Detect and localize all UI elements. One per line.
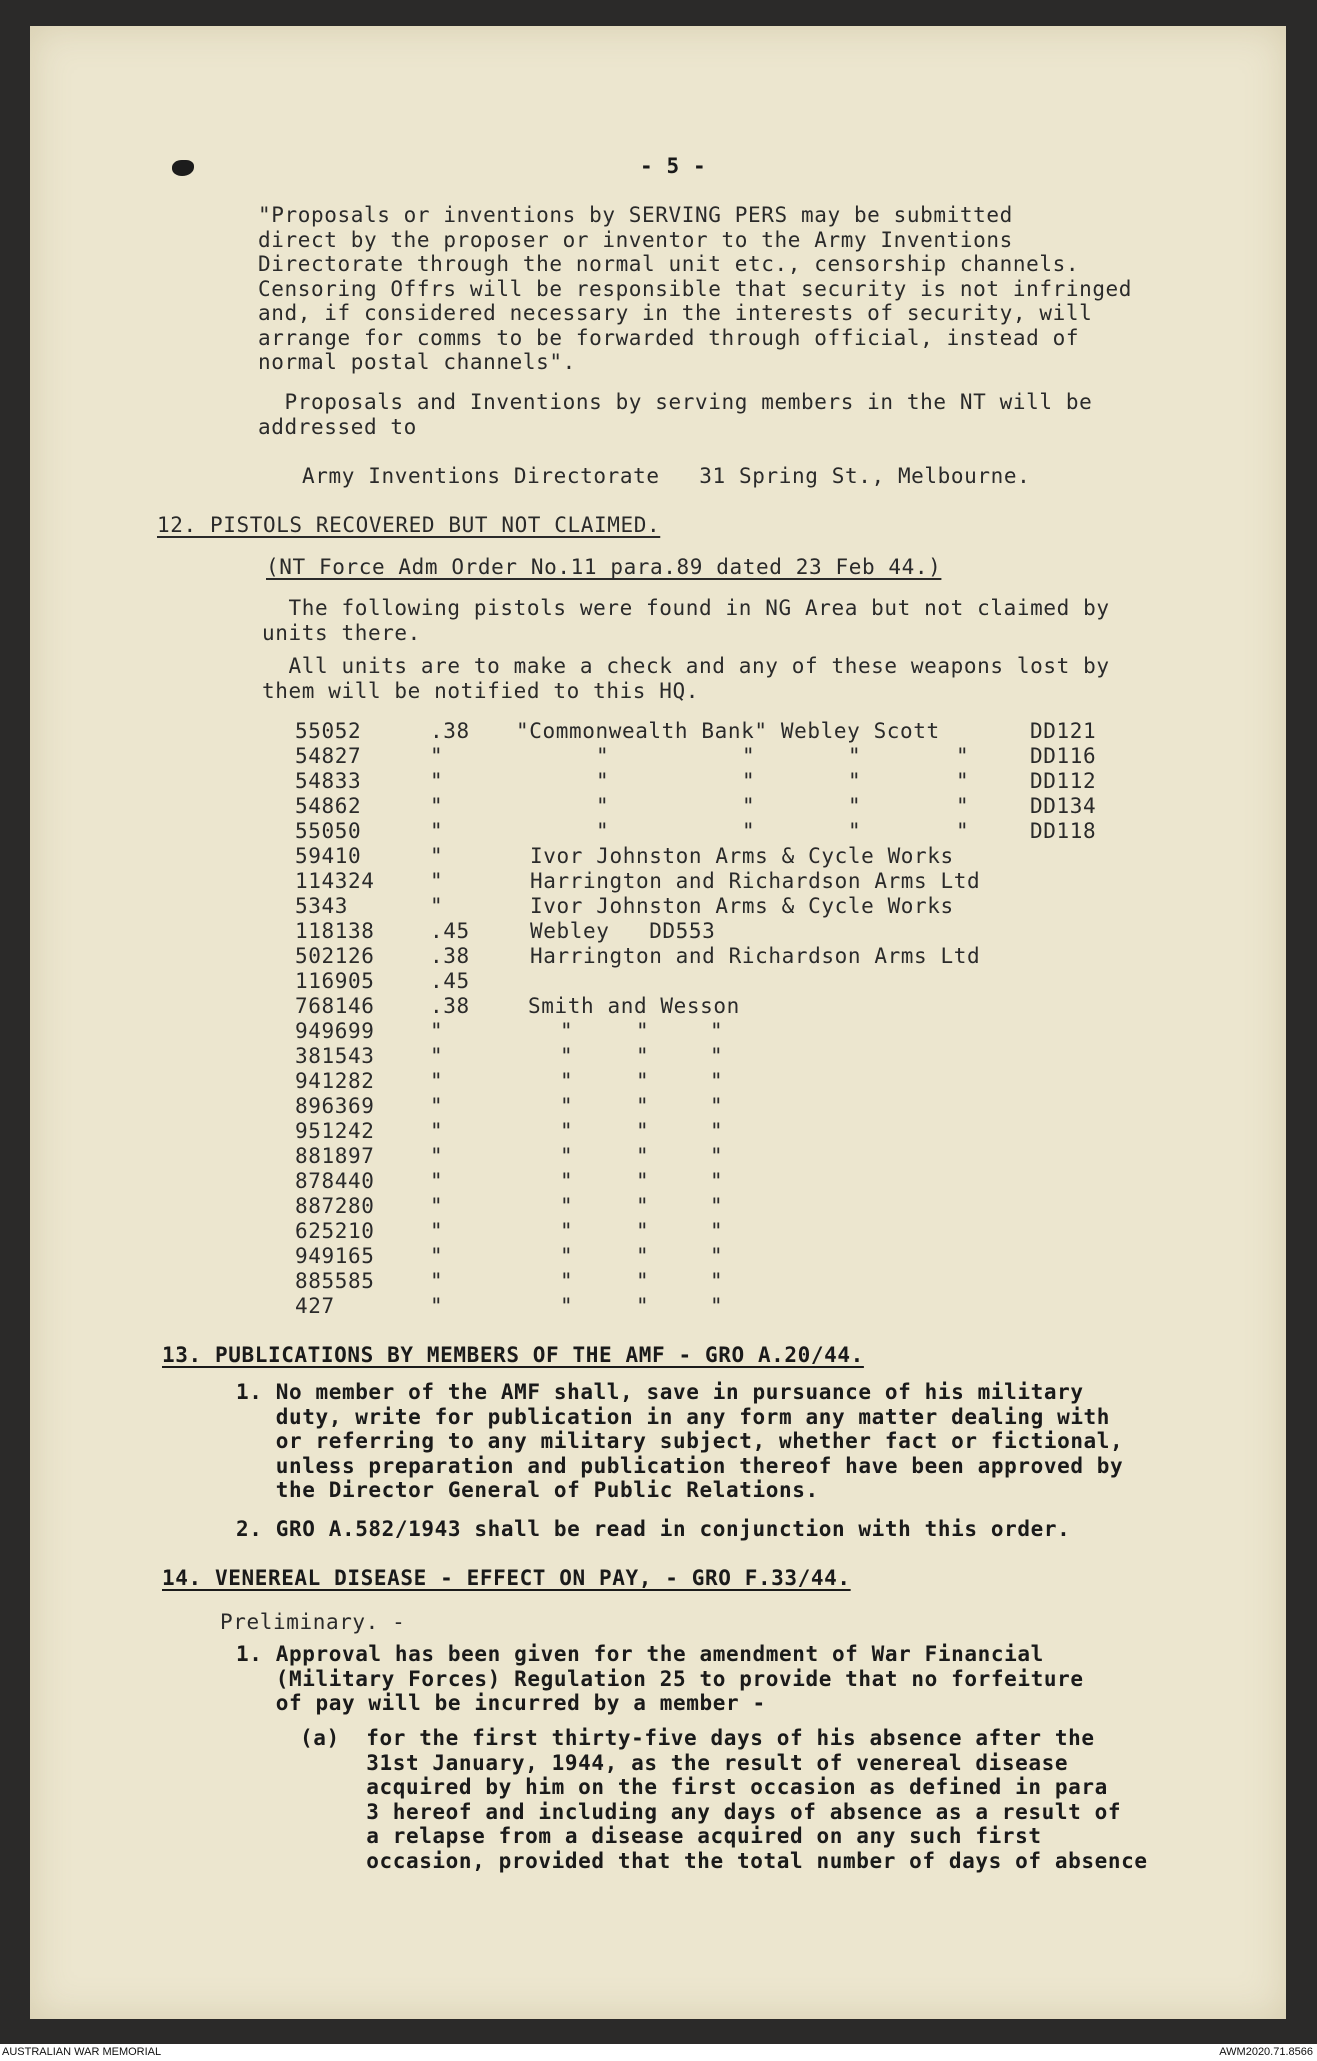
pistol-number: 951242 [295, 1119, 375, 1143]
text-line: unless preparation and publication thereof have been approved by [236, 1453, 1124, 1478]
pistol-maker-ditto: " [710, 1269, 724, 1293]
pistol-calibre: " [430, 1119, 444, 1143]
pistol-calibre: " [430, 1219, 444, 1243]
pistol-number: 381543 [295, 1044, 375, 1068]
pistol-maker-ditto: " [848, 819, 862, 843]
text-line: direct by the proposer or inventor to the Army Inventions [258, 227, 1013, 252]
pistol-maker-ditto: " [596, 794, 610, 818]
pistol-number: 941282 [295, 1069, 375, 1093]
pistol-maker-ditto: " [560, 1244, 574, 1268]
pistol-maker-ditto: " [710, 1069, 724, 1093]
section-13-item-2: 2. GRO A.582/1943 shall be read in conjunction with this order. [236, 1517, 1071, 1541]
pistol-calibre: .45 [430, 969, 470, 993]
pistol-maker-ditto: " [560, 1294, 574, 1318]
text-line: the Director General of Public Relations. [236, 1478, 819, 1502]
text-line: (a) for the first thirty-five days of his absence after the [300, 1726, 1095, 1750]
pistol-code: DD134 [1030, 794, 1097, 818]
pistol-maker: Ivor Johnston Arms & Cycle Works [530, 894, 954, 918]
text-line: "Proposals or inventions by SERVING PERS may be submitted [258, 203, 1013, 227]
pistol-maker: "Commonwealth Bank" Webley Scott [516, 719, 940, 743]
pistol-maker-ditto: " [560, 1219, 574, 1243]
pistol-number: 502126 [295, 944, 375, 968]
pistol-number: 55052 [295, 719, 362, 743]
pistol-calibre: " [430, 1194, 444, 1218]
pistol-number: 5343 [295, 894, 348, 918]
pistol-number: 887280 [295, 1194, 375, 1218]
pistol-number: 949165 [295, 1244, 375, 1268]
pistol-maker-ditto: " [560, 1069, 574, 1093]
pistol-maker-ditto: " [710, 1294, 724, 1318]
pistol-calibre: " [430, 1019, 444, 1043]
pistol-maker-ditto: " [956, 794, 970, 818]
text-line: duty, write for publication in any form any matter dealing with [236, 1404, 1111, 1429]
pistol-maker-ditto: " [636, 1269, 650, 1293]
pistol-code: DD112 [1030, 769, 1097, 793]
section-14-heading: 14. VENEREAL DISEASE - EFFECT ON PAY, - GRO F.33/44. [162, 1566, 851, 1590]
pistol-number: 885585 [295, 1269, 375, 1293]
pistol-maker-ditto: " [848, 794, 862, 818]
pistol-maker-ditto: " [636, 1019, 650, 1043]
pistol-maker-ditto: " [710, 1169, 724, 1193]
pistol-number: 949699 [295, 1019, 375, 1043]
pistol-maker-ditto: " [710, 1019, 724, 1043]
text-line: occasion, provided that the total number of days of absence [300, 1848, 1148, 1873]
pistol-calibre: " [430, 1169, 444, 1193]
page-number: - 5 - [640, 154, 707, 178]
text-line: them will be notified to this HQ. [262, 678, 700, 703]
pistol-code: DD118 [1030, 819, 1097, 843]
section-13-heading: 13. PUBLICATIONS BY MEMBERS OF THE AMF - GRO A.20/44. [162, 1343, 864, 1367]
pistol-maker-ditto: " [560, 1269, 574, 1293]
section-12-ref: (NT Force Adm Order No.11 para.89 dated 23 Feb 44.) [266, 555, 942, 579]
pistol-maker: Smith and Wesson [528, 994, 740, 1018]
pistol-calibre: " [430, 844, 444, 868]
pistol-maker-ditto: " [742, 744, 756, 768]
pistol-number: 896369 [295, 1094, 375, 1118]
text-line: Proposals and Inventions by serving members in the NT will be [258, 390, 1093, 414]
pistol-maker-ditto: " [636, 1194, 650, 1218]
pistol-maker-ditto: " [560, 1094, 574, 1118]
pistol-calibre: " [430, 819, 444, 843]
pistol-maker-ditto: " [560, 1044, 574, 1068]
pistol-maker-ditto: " [560, 1169, 574, 1193]
pistol-calibre: " [430, 1044, 444, 1068]
text-line: 31st January, 1944, as the result of venereal disease [300, 1750, 1069, 1775]
pistol-maker-ditto: " [596, 819, 610, 843]
pistol-maker-ditto: " [596, 769, 610, 793]
pistol-code: DD116 [1030, 744, 1097, 768]
pistol-calibre: " [430, 1069, 444, 1093]
pistol-maker-ditto: " [710, 1219, 724, 1243]
pistol-calibre: " [430, 1269, 444, 1293]
pistol-maker-ditto: " [560, 1194, 574, 1218]
pistol-number: 116905 [295, 969, 375, 993]
pistol-maker-ditto: " [710, 1194, 724, 1218]
pistol-maker-ditto: " [710, 1144, 724, 1168]
pistol-maker-ditto: " [636, 1294, 650, 1318]
text-line: addressed to [258, 414, 417, 439]
pistol-maker-ditto: " [710, 1119, 724, 1143]
pistol-number: 878440 [295, 1169, 375, 1193]
pistol-maker-ditto: " [848, 744, 862, 768]
text-line: and, if considered necessary in the interests of security, will [258, 301, 1093, 325]
pistol-number: 118138 [295, 919, 375, 943]
text-line: units there. [262, 620, 421, 645]
pistol-maker-ditto: " [710, 1044, 724, 1068]
pistol-number: 768146 [295, 994, 375, 1018]
pistol-number: 625210 [295, 1219, 375, 1243]
pistol-number: 59410 [295, 844, 362, 868]
pistol-number: 54833 [295, 769, 362, 793]
text-line: a relapse from a disease acquired on any such first [300, 1824, 1042, 1848]
text-line: (Military Forces) Regulation 25 to provide that no forfeiture [236, 1666, 1084, 1691]
text-line: 1. No member of the AMF shall, save in pursuance of his military [236, 1380, 1084, 1404]
pistol-maker-ditto: " [636, 1069, 650, 1093]
pistol-number: 54862 [295, 794, 362, 818]
text-line: The following pistols were found in NG Area but not claimed by [262, 596, 1110, 620]
pistol-maker: Ivor Johnston Arms & Cycle Works [530, 844, 954, 868]
text-line: All units are to make a check and any of these weapons lost by [262, 654, 1110, 678]
text-line: of pay will be incurred by a member - [236, 1691, 766, 1715]
text-line: acquired by him on the first occasion as defined in para [300, 1775, 1108, 1799]
pistol-maker-ditto: " [560, 1119, 574, 1143]
pistol-code: DD121 [1030, 719, 1097, 743]
pistol-maker: Harrington and Richardson Arms Ltd [530, 869, 981, 893]
pistol-maker-ditto: " [596, 744, 610, 768]
pistol-maker-ditto: " [636, 1144, 650, 1168]
pistol-number: 881897 [295, 1144, 375, 1168]
pistol-maker-ditto: " [636, 1244, 650, 1268]
pistol-maker: Webley DD553 [530, 919, 716, 943]
text-line: normal postal channels". [258, 350, 576, 374]
section-14-preliminary: Preliminary. - [220, 1610, 406, 1634]
pistol-calibre: .38 [430, 719, 470, 743]
pistol-maker-ditto: " [742, 819, 756, 843]
pistol-maker-ditto: " [560, 1019, 574, 1043]
pistol-maker-ditto: " [560, 1144, 574, 1168]
text-line: 3 hereof and including any days of absence as a result of [300, 1799, 1122, 1824]
pistol-calibre: " [430, 794, 444, 818]
text-line: arrange for comms to be forwarded through official, instead of [258, 325, 1080, 350]
pistol-number: 427 [295, 1294, 335, 1318]
pistol-maker-ditto: " [956, 769, 970, 793]
footer-bar [0, 2044, 1317, 2061]
pistol-number: 55050 [295, 819, 362, 843]
pistol-calibre: .38 [430, 944, 470, 968]
pistol-calibre: " [430, 1094, 444, 1118]
pistol-maker-ditto: " [956, 744, 970, 768]
pistol-calibre: .38 [430, 994, 470, 1018]
pistol-calibre: " [430, 1144, 444, 1168]
pistol-maker-ditto: " [956, 819, 970, 843]
pistol-maker-ditto: " [742, 794, 756, 818]
pistol-maker-ditto: " [742, 769, 756, 793]
pistol-maker-ditto: " [636, 1094, 650, 1118]
pistol-maker-ditto: " [710, 1094, 724, 1118]
footer-left: AUSTRALIAN WAR MEMORIAL [2, 2046, 162, 2058]
pistol-maker-ditto: " [636, 1219, 650, 1243]
pistol-maker-ditto: " [848, 769, 862, 793]
pistol-calibre: " [430, 1294, 444, 1318]
text-line: or referring to any military subject, whether fact or fictional, [236, 1429, 1124, 1453]
address-line: Army Inventions Directorate 31 Spring St., Melbourne. [302, 464, 1031, 488]
pistol-number: 114324 [295, 869, 375, 893]
pistol-maker-ditto: " [636, 1044, 650, 1068]
pistol-number: 54827 [295, 744, 362, 768]
section-12-heading: 12. PISTOLS RECOVERED BUT NOT CLAIMED. [157, 513, 661, 537]
pistol-maker-ditto: " [636, 1119, 650, 1143]
footer-right: AWM2020.71.8566 [1219, 2046, 1313, 2058]
pistol-maker-ditto: " [636, 1169, 650, 1193]
pistol-calibre: " [430, 894, 444, 918]
text-line: 1. Approval has been given for the amendment of War Financial [236, 1642, 1044, 1666]
pistol-maker-ditto: " [710, 1244, 724, 1268]
pistol-calibre: " [430, 869, 444, 893]
text-line: Censoring Offrs will be responsible that security is not infringed [258, 276, 1133, 301]
pistol-calibre: .45 [430, 919, 470, 943]
pistol-maker: Harrington and Richardson Arms Ltd [530, 944, 981, 968]
pistol-calibre: " [430, 744, 444, 768]
pistol-calibre: " [430, 1244, 444, 1268]
text-line: Directorate through the normal unit etc., censorship channels. [258, 252, 1080, 276]
pistol-calibre: " [430, 769, 444, 793]
